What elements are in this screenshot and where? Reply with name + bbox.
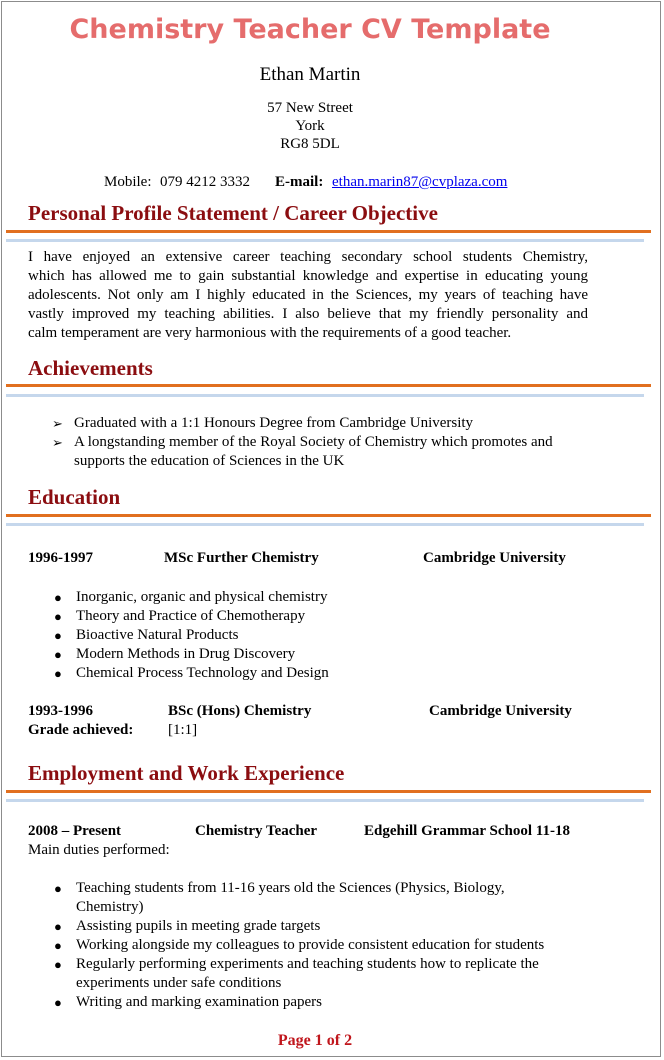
list-item: ● Regularly performing experiments and teaching students how to replicate the experiments under safe conditions <box>54 956 539 991</box>
heading-rule-orange <box>6 790 651 793</box>
address-line-1: 57 New Street <box>267 100 353 116</box>
list-item: ➢ Graduated with a 1:1 Honours Degree from Cambridge University <box>52 415 474 431</box>
email-label: E-mail: <box>275 174 324 190</box>
bullet-icon: ● <box>54 938 62 953</box>
profile-line: which has allowed me to gain substantial knowledge and expertise in educating young <box>28 268 588 284</box>
mobile-label: Mobile: <box>104 174 152 190</box>
profile-statement <box>28 248 588 343</box>
employment-heading: Employment and Work Experience <box>28 761 345 785</box>
profile-line: adolescents. Not only am I highly educated in the Sciences, my years of teaching have <box>28 287 588 303</box>
grade-value: [1:1] <box>168 722 198 738</box>
heading-rule-orange <box>6 230 651 233</box>
job-period: 2008 – Present <box>28 823 122 839</box>
bullet-icon: ● <box>54 666 62 681</box>
heading-rule-blue <box>6 239 644 242</box>
edu-years-1: 1996-1997 <box>28 550 93 566</box>
grade-label: Grade achieved: <box>28 722 134 738</box>
list-item: ● Working alongside my colleagues to provide consistent education for students <box>54 937 545 953</box>
candidate-name: Ethan Martin <box>259 64 361 85</box>
list-item: ● Chemical Process Technology and Design <box>54 665 329 681</box>
list-item: ● Teaching students from 11-16 years old the Sciences (Physics, Biology, Chemistry) <box>54 880 505 915</box>
profile-line: vastly improved my teaching abilities. I also believe that my friendly personality and <box>28 306 588 322</box>
list-item: ● Writing and marking examination papers <box>54 994 322 1010</box>
bullet-icon: ● <box>54 881 62 896</box>
bullet-icon: ● <box>54 609 62 624</box>
edu-degree-1: MSc Further Chemistry <box>164 550 319 566</box>
achievements-list <box>52 414 553 471</box>
profile-line: calm temperament are very harmonious with the requirements of a good teacher. <box>28 325 512 341</box>
achievements-heading: Achievements <box>28 356 153 380</box>
education-heading: Education <box>28 485 121 509</box>
heading-rule-blue <box>6 394 644 397</box>
arrow-bullet-icon: ➢ <box>52 416 63 431</box>
bullet-icon: ● <box>54 995 62 1010</box>
bullet-icon: ● <box>54 628 62 643</box>
list-item: ➢ A longstanding member of the Royal Society of Chemistry which promotes and supports the education of Sciences in the UK <box>52 434 553 469</box>
document-title: Chemistry Teacher CV Template <box>69 14 551 45</box>
heading-rule-blue <box>6 523 644 526</box>
duties-list <box>54 879 544 1012</box>
bullet-icon: ● <box>54 590 62 605</box>
heading-rule-blue <box>6 799 644 802</box>
profile-heading: Personal Profile Statement / Career Objective <box>28 201 438 225</box>
modules-list <box>54 588 329 683</box>
email-link[interactable]: ethan.marin87@cvplaza.com <box>332 174 508 190</box>
edu-years-2: 1993-1996 <box>28 703 93 719</box>
list-item: ● Modern Methods in Drug Discovery <box>54 646 296 662</box>
arrow-bullet-icon: ➢ <box>52 435 63 450</box>
job-employer: Edgehill Grammar School 11-18 <box>364 823 570 839</box>
bullet-icon: ● <box>54 647 62 662</box>
list-item: ● Inorganic, organic and physical chemistry <box>54 589 328 605</box>
bullet-icon: ● <box>54 957 62 972</box>
job-role: Chemistry Teacher <box>195 823 318 839</box>
address-line-2: York <box>295 118 325 134</box>
list-item: ● Theory and Practice of Chemotherapy <box>54 608 306 624</box>
edu-institution-1: Cambridge University <box>423 550 566 566</box>
heading-rule-orange <box>6 384 651 387</box>
duties-label: Main duties performed: <box>28 842 170 858</box>
mobile-number: 079 4212 3332 <box>160 174 250 190</box>
bullet-icon: ● <box>54 919 62 934</box>
profile-line: I have enjoyed an extensive career teaching secondary school students Chemistry, <box>28 249 588 265</box>
heading-rule-orange <box>6 514 651 517</box>
edu-institution-2: Cambridge University <box>429 703 572 719</box>
edu-degree-2: BSc (Hons) Chemistry <box>168 703 312 719</box>
page-number: Page 1 of 2 <box>277 1032 353 1049</box>
list-item: ● Bioactive Natural Products <box>54 627 239 643</box>
address-line-3: RG8 5DL <box>280 136 340 152</box>
list-item: ● Assisting pupils in meeting grade targets <box>54 918 321 934</box>
